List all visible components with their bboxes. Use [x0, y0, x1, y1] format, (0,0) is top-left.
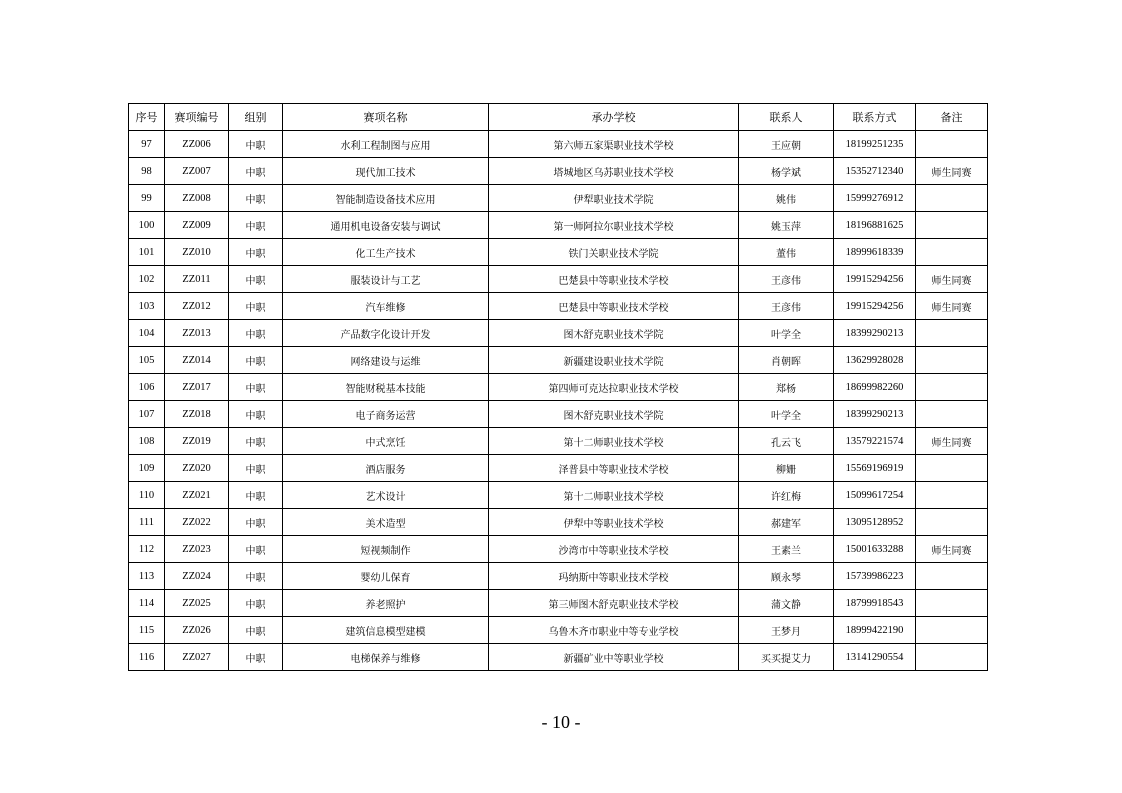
cell-group: 中职 — [229, 536, 283, 563]
cell-contact-phone: 18399290213 — [834, 320, 916, 347]
cell-seq: 101 — [129, 239, 165, 266]
table-row — [129, 617, 988, 644]
cell-contact-phone: 15739986223 — [834, 563, 916, 590]
cell-contact-phone: 18399290213 — [834, 401, 916, 428]
cell-remarks — [916, 320, 988, 347]
cell-event-code: ZZ008 — [165, 185, 229, 212]
table-row — [129, 158, 988, 185]
cell-event-name: 产品数字化设计开发 — [283, 320, 489, 347]
table-row — [129, 185, 988, 212]
table-row — [129, 347, 988, 374]
cell-event-name: 智能财税基本技能 — [283, 374, 489, 401]
cell-remarks — [916, 617, 988, 644]
header-seq: 序号 — [129, 104, 165, 131]
cell-remarks — [916, 374, 988, 401]
cell-host-school: 新疆建设职业技术学院 — [489, 347, 739, 374]
cell-remarks — [916, 509, 988, 536]
header-event-code: 赛项编号 — [165, 104, 229, 131]
cell-contact-phone: 18199251235 — [834, 131, 916, 158]
cell-contact-phone: 19915294256 — [834, 266, 916, 293]
cell-event-name: 通用机电设备安装与调试 — [283, 212, 489, 239]
cell-group: 中职 — [229, 509, 283, 536]
table-row — [129, 509, 988, 536]
cell-seq: 104 — [129, 320, 165, 347]
cell-event-name: 服装设计与工艺 — [283, 266, 489, 293]
cell-event-code: ZZ006 — [165, 131, 229, 158]
cell-group: 中职 — [229, 293, 283, 320]
cell-group: 中职 — [229, 455, 283, 482]
cell-event-name: 婴幼儿保育 — [283, 563, 489, 590]
cell-event-code: ZZ018 — [165, 401, 229, 428]
cell-host-school: 泽普县中等职业技术学校 — [489, 455, 739, 482]
cell-event-code: ZZ019 — [165, 428, 229, 455]
cell-contact-person: 买买提艾力 — [739, 644, 834, 671]
cell-contact-person: 王彦伟 — [739, 293, 834, 320]
cell-contact-person: 王应朝 — [739, 131, 834, 158]
cell-seq: 111 — [129, 509, 165, 536]
cell-contact-phone: 13629928028 — [834, 347, 916, 374]
cell-contact-phone: 15999276912 — [834, 185, 916, 212]
cell-contact-person: 顾永琴 — [739, 563, 834, 590]
cell-contact-person: 姚伟 — [739, 185, 834, 212]
cell-seq: 100 — [129, 212, 165, 239]
cell-contact-person: 郑杨 — [739, 374, 834, 401]
cell-seq: 106 — [129, 374, 165, 401]
cell-remarks — [916, 212, 988, 239]
cell-seq: 114 — [129, 590, 165, 617]
cell-contact-phone: 18699982260 — [834, 374, 916, 401]
table-row — [129, 320, 988, 347]
table-header-row — [129, 104, 988, 131]
table-row — [129, 563, 988, 590]
cell-remarks: 师生同赛 — [916, 293, 988, 320]
cell-group: 中职 — [229, 482, 283, 509]
cell-group: 中职 — [229, 266, 283, 293]
cell-host-school: 沙湾市中等职业技术学校 — [489, 536, 739, 563]
cell-group: 中职 — [229, 644, 283, 671]
cell-host-school: 图木舒克职业技术学院 — [489, 320, 739, 347]
header-group: 组别 — [229, 104, 283, 131]
cell-group: 中职 — [229, 374, 283, 401]
cell-seq: 105 — [129, 347, 165, 374]
cell-event-name: 电子商务运营 — [283, 401, 489, 428]
table-body — [129, 131, 988, 671]
cell-event-name: 建筑信息模型建模 — [283, 617, 489, 644]
page-number: - 10 - — [541, 712, 581, 732]
cell-remarks — [916, 644, 988, 671]
cell-group: 中职 — [229, 131, 283, 158]
cell-contact-person: 杨学斌 — [739, 158, 834, 185]
table-row — [129, 536, 988, 563]
cell-contact-phone: 15099617254 — [834, 482, 916, 509]
cell-group: 中职 — [229, 239, 283, 266]
table-row — [129, 482, 988, 509]
cell-group: 中职 — [229, 212, 283, 239]
cell-event-name: 电梯保养与维修 — [283, 644, 489, 671]
cell-remarks — [916, 563, 988, 590]
table-row — [129, 428, 988, 455]
cell-seq: 103 — [129, 293, 165, 320]
cell-group: 中职 — [229, 347, 283, 374]
cell-contact-person: 王梦月 — [739, 617, 834, 644]
cell-event-code: ZZ021 — [165, 482, 229, 509]
table-row — [129, 293, 988, 320]
cell-contact-person: 姚玉萍 — [739, 212, 834, 239]
cell-host-school: 铁门关职业技术学院 — [489, 239, 739, 266]
cell-host-school: 玛纳斯中等职业技术学校 — [489, 563, 739, 590]
cell-host-school: 第十二师职业技术学校 — [489, 428, 739, 455]
cell-remarks: 师生同赛 — [916, 428, 988, 455]
cell-seq: 102 — [129, 266, 165, 293]
cell-contact-phone: 18196881625 — [834, 212, 916, 239]
cell-host-school: 巴楚县中等职业技术学校 — [489, 266, 739, 293]
table-row — [129, 455, 988, 482]
cell-event-code: ZZ022 — [165, 509, 229, 536]
header-contact-person: 联系人 — [739, 104, 834, 131]
table-row — [129, 212, 988, 239]
cell-event-name: 网络建设与运维 — [283, 347, 489, 374]
cell-event-code: ZZ009 — [165, 212, 229, 239]
cell-seq: 116 — [129, 644, 165, 671]
cell-event-code: ZZ007 — [165, 158, 229, 185]
cell-event-code: ZZ026 — [165, 617, 229, 644]
cell-seq: 98 — [129, 158, 165, 185]
cell-host-school: 塔城地区乌苏职业技术学校 — [489, 158, 739, 185]
cell-contact-phone: 13141290554 — [834, 644, 916, 671]
cell-group: 中职 — [229, 158, 283, 185]
cell-event-code: ZZ011 — [165, 266, 229, 293]
cell-remarks — [916, 482, 988, 509]
cell-contact-person: 董伟 — [739, 239, 834, 266]
cell-group: 中职 — [229, 563, 283, 590]
cell-event-name: 化工生产技术 — [283, 239, 489, 266]
cell-event-name: 智能制造设备技术应用 — [283, 185, 489, 212]
cell-remarks: 师生同赛 — [916, 158, 988, 185]
cell-contact-person: 郝建军 — [739, 509, 834, 536]
cell-contact-person: 肖朝晖 — [739, 347, 834, 374]
cell-group: 中职 — [229, 401, 283, 428]
cell-contact-person: 柳姗 — [739, 455, 834, 482]
cell-contact-phone: 18799918543 — [834, 590, 916, 617]
cell-event-name: 汽车维修 — [283, 293, 489, 320]
cell-remarks — [916, 590, 988, 617]
cell-contact-phone: 18999422190 — [834, 617, 916, 644]
cell-contact-phone: 15352712340 — [834, 158, 916, 185]
cell-host-school: 巴楚县中等职业技术学校 — [489, 293, 739, 320]
cell-host-school: 伊犁中等职业技术学校 — [489, 509, 739, 536]
cell-contact-phone: 13095128952 — [834, 509, 916, 536]
cell-remarks — [916, 131, 988, 158]
cell-group: 中职 — [229, 428, 283, 455]
cell-seq: 97 — [129, 131, 165, 158]
cell-event-code: ZZ020 — [165, 455, 229, 482]
cell-group: 中职 — [229, 320, 283, 347]
cell-host-school: 图木舒克职业技术学院 — [489, 401, 739, 428]
cell-seq: 107 — [129, 401, 165, 428]
cell-event-name: 水利工程制图与应用 — [283, 131, 489, 158]
cell-host-school: 第十二师职业技术学校 — [489, 482, 739, 509]
cell-seq: 110 — [129, 482, 165, 509]
cell-contact-person: 叶学全 — [739, 401, 834, 428]
cell-contact-person: 孔云飞 — [739, 428, 834, 455]
cell-group: 中职 — [229, 590, 283, 617]
cell-event-code: ZZ024 — [165, 563, 229, 590]
cell-event-code: ZZ014 — [165, 347, 229, 374]
cell-event-name: 短视频制作 — [283, 536, 489, 563]
cell-event-code: ZZ017 — [165, 374, 229, 401]
cell-seq: 115 — [129, 617, 165, 644]
table-row — [129, 239, 988, 266]
table-row — [129, 374, 988, 401]
cell-remarks — [916, 401, 988, 428]
cell-host-school: 第四师可克达拉职业技术学校 — [489, 374, 739, 401]
cell-event-name: 美术造型 — [283, 509, 489, 536]
cell-seq: 112 — [129, 536, 165, 563]
cell-group: 中职 — [229, 617, 283, 644]
cell-seq: 108 — [129, 428, 165, 455]
competition-table — [128, 103, 988, 671]
cell-event-code: ZZ025 — [165, 590, 229, 617]
header-host-school: 承办学校 — [489, 104, 739, 131]
cell-contact-phone: 13579221574 — [834, 428, 916, 455]
cell-event-code: ZZ010 — [165, 239, 229, 266]
table-row — [129, 590, 988, 617]
header-remarks: 备注 — [916, 104, 988, 131]
cell-host-school: 第六师五家渠职业技术学校 — [489, 131, 739, 158]
cell-seq: 99 — [129, 185, 165, 212]
cell-contact-person: 王彦伟 — [739, 266, 834, 293]
cell-contact-phone: 19915294256 — [834, 293, 916, 320]
cell-remarks: 师生同赛 — [916, 536, 988, 563]
cell-remarks — [916, 455, 988, 482]
cell-remarks — [916, 239, 988, 266]
cell-group: 中职 — [229, 185, 283, 212]
cell-contact-phone: 15001633288 — [834, 536, 916, 563]
cell-host-school: 第一师阿拉尔职业技术学校 — [489, 212, 739, 239]
cell-seq: 113 — [129, 563, 165, 590]
header-event-name: 赛项名称 — [283, 104, 489, 131]
cell-event-name: 艺术设计 — [283, 482, 489, 509]
cell-seq: 109 — [129, 455, 165, 482]
cell-event-code: ZZ027 — [165, 644, 229, 671]
cell-remarks — [916, 347, 988, 374]
cell-event-name: 中式烹饪 — [283, 428, 489, 455]
cell-event-name: 现代加工技术 — [283, 158, 489, 185]
cell-host-school: 乌鲁木齐市职业中等专业学校 — [489, 617, 739, 644]
cell-contact-person: 许红梅 — [739, 482, 834, 509]
cell-remarks — [916, 185, 988, 212]
cell-contact-person: 王素兰 — [739, 536, 834, 563]
cell-contact-person: 蒲文静 — [739, 590, 834, 617]
cell-remarks: 师生同赛 — [916, 266, 988, 293]
table-row — [129, 644, 988, 671]
cell-event-code: ZZ023 — [165, 536, 229, 563]
cell-host-school: 第三师图木舒克职业技术学校 — [489, 590, 739, 617]
table-row — [129, 266, 988, 293]
cell-contact-person: 叶学全 — [739, 320, 834, 347]
cell-event-code: ZZ012 — [165, 293, 229, 320]
cell-event-code: ZZ013 — [165, 320, 229, 347]
table-row — [129, 131, 988, 158]
cell-host-school: 新疆矿业中等职业学校 — [489, 644, 739, 671]
cell-event-name: 养老照护 — [283, 590, 489, 617]
header-contact-phone: 联系方式 — [834, 104, 916, 131]
cell-contact-phone: 18999618339 — [834, 239, 916, 266]
cell-host-school: 伊犁职业技术学院 — [489, 185, 739, 212]
cell-contact-phone: 15569196919 — [834, 455, 916, 482]
table-row — [129, 401, 988, 428]
cell-event-name: 酒店服务 — [283, 455, 489, 482]
